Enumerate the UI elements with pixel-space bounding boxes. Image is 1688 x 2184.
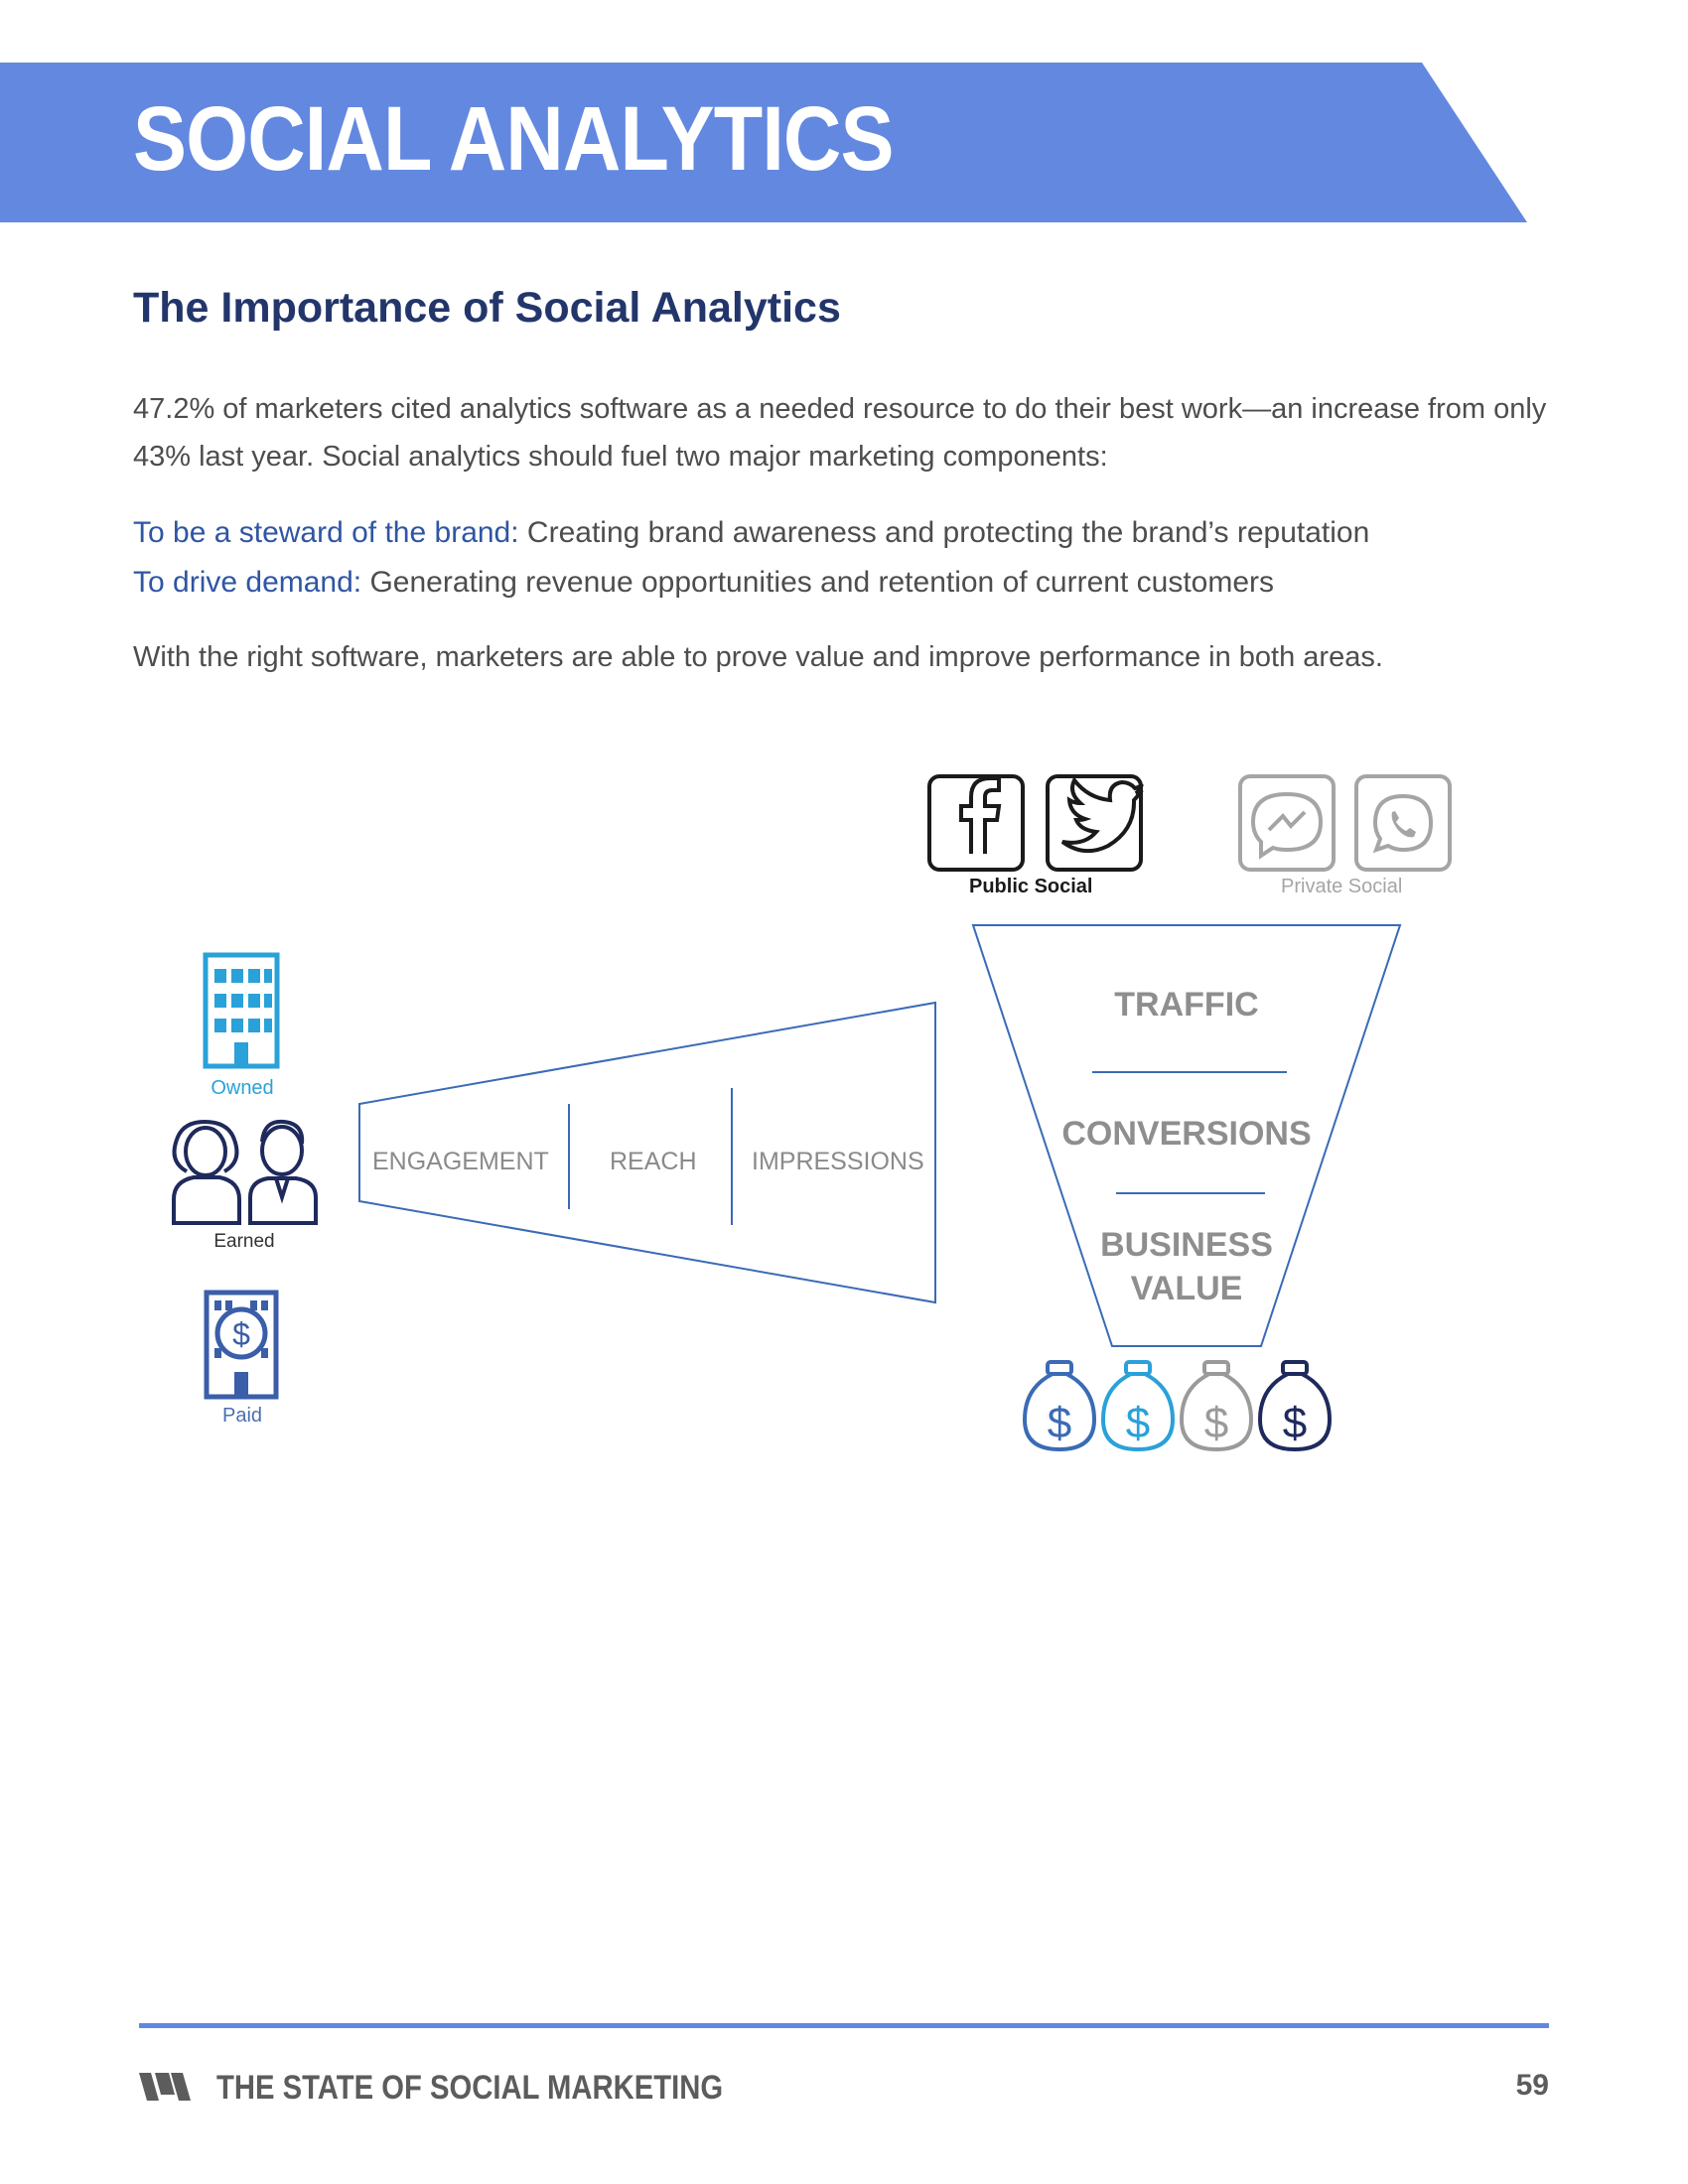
money-bag-icon (1182, 1362, 1251, 1449)
whatsapp-icon (1356, 776, 1450, 870)
messenger-icon (1240, 776, 1334, 870)
sprout-logo-icon (139, 2071, 191, 2110)
money-bag-icon (1260, 1362, 1330, 1449)
cone-label-engagement: ENGAGEMENT (372, 1148, 549, 1175)
intro-paragraph: 47.2% of marketers cited analytics software as a needed resource to do their best work—an increase from only 43% last year. Social analytics should fuel two major marketing components: (133, 393, 1547, 473)
twitter-icon (1048, 776, 1142, 870)
private-social-label: Private Social (1281, 876, 1403, 897)
closing-paragraph: With the right software, marketers are able to prove value and improve performance in both areas. (133, 641, 1383, 673)
public-social-label: Public Social (969, 876, 1093, 897)
svg-text:$: $ (1203, 1399, 1229, 1447)
source-label-owned: Owned (211, 1077, 274, 1099)
svg-text:$: $ (1047, 1399, 1072, 1447)
cone-label-reach: REACH (610, 1148, 697, 1175)
page-title: SOCIAL ANALYTICS (133, 88, 894, 190)
footer-title: THE STATE OF SOCIAL MARKETING (216, 2069, 724, 2107)
funnel-label-conversions: CONVERSIONS (1061, 1115, 1312, 1153)
component-lead: To drive demand: (133, 566, 362, 599)
facebook-icon (929, 776, 1023, 870)
money-bag-icon (1025, 1362, 1094, 1449)
people-icon (174, 1122, 316, 1223)
page-number: 59 (1515, 2069, 1549, 2102)
money-bag-icon (1103, 1362, 1173, 1449)
cone-label-impressions: IMPRESSIONS (752, 1148, 924, 1175)
component-text: Generating revenue opportunities and retention of current customers (361, 566, 1275, 599)
source-label-paid: Paid (221, 1405, 263, 1427)
dollar-building-icon (207, 1293, 276, 1397)
funnel-label-business-value: BUSINESS VALUE (1100, 1226, 1273, 1307)
funnel-label-traffic: TRAFFIC (1114, 986, 1259, 1024)
svg-text:$: $ (1282, 1399, 1308, 1447)
source-label-earned: Earned (213, 1231, 275, 1252)
component-lead: To be a steward of the brand: (133, 516, 519, 549)
section-heading: The Importance of Social Analytics (133, 284, 841, 332)
svg-text:$: $ (232, 1316, 250, 1352)
component-text: Creating brand awareness and protecting the brand’s reputation (518, 516, 1370, 549)
svg-text:$: $ (1125, 1399, 1151, 1447)
building-icon (206, 955, 277, 1066)
footer-rule (139, 2023, 1549, 2028)
